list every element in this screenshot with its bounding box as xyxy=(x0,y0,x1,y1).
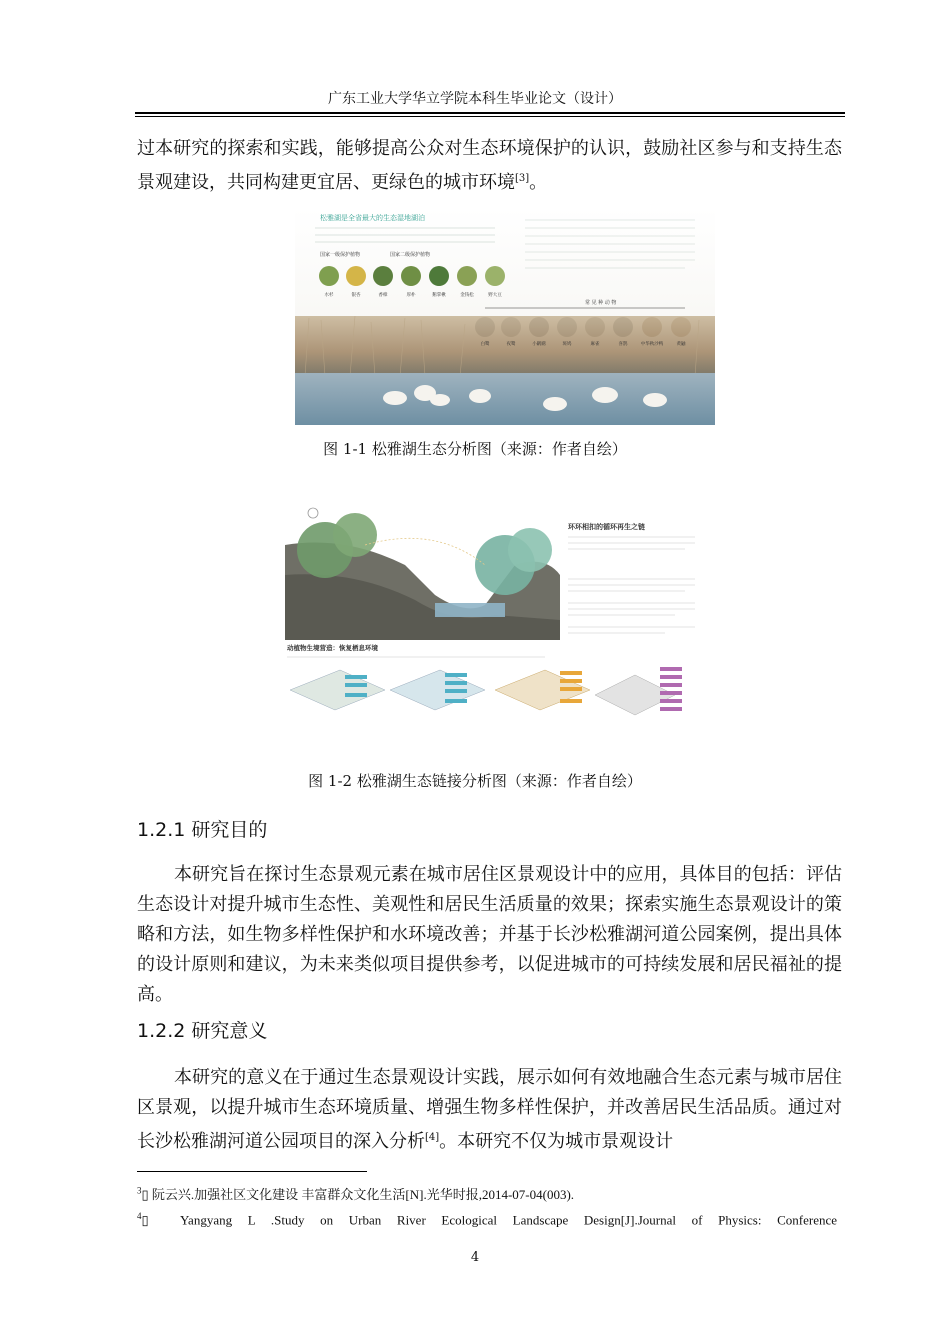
ecology-analysis-illustration xyxy=(295,208,715,425)
plant-label: 厚朴 xyxy=(406,293,416,298)
citation-ref[interactable]: [4] xyxy=(425,1132,440,1143)
plant-icon-7 xyxy=(485,266,505,286)
plant-group-1-label: 国家一级保护植物 xyxy=(320,252,361,258)
plant-label: 金钱松 xyxy=(460,293,474,298)
plant-label: 鹅掌楸 xyxy=(432,293,446,298)
running-header: 广东工业大学华立学院本科生毕业论文（设计） xyxy=(328,91,622,107)
plant-icon-1 xyxy=(319,266,339,286)
animal-label: 喜鹊 xyxy=(618,342,628,347)
plant-icon-5 xyxy=(429,266,449,286)
header-rule xyxy=(135,112,845,114)
figure1-heading: 松雅湖是全省最大的生态湿地湖泊 xyxy=(320,214,425,222)
animal-group-label: 常 见 种 动 物 xyxy=(585,300,617,306)
figure-2-caption: 图 1-2 松雅湖生态链接分析图（来源：作者自绘） xyxy=(308,772,642,790)
plant-icon-6 xyxy=(457,266,477,286)
plant-icon-2 xyxy=(346,266,366,286)
figure-1-image xyxy=(295,208,715,425)
animal-label: 中华秋沙鸭 xyxy=(640,342,664,347)
animal-label: 白鹭 xyxy=(480,342,490,347)
plant-label: 香樟 xyxy=(378,293,388,298)
footnote-4: $^4$▯ Yangyang L .Study on Urban River Ecological Landscape Design[J].Journal of Physics: Conference xyxy=(137,1211,838,1228)
footnote-separator xyxy=(137,1171,367,1172)
citation-ref[interactable]: [3] xyxy=(515,173,530,184)
page-number: 4 xyxy=(470,1250,480,1265)
section-heading-1-2-2: 1.2.2 研究意义 xyxy=(137,1020,268,1042)
section-1-2-1-paragraph: 本研究旨在探讨生态景观元素在城市居住区景观设计中的应用，具体目的包括：评估生态设计对提升城市生态性、美观性和居民生活质量的效果；探索实施生态景观设计的策略和方法，如生物多样性保护和水环境改善；并基于长沙松雅湖河道公园案例，提出具体的设计原则和建议，为未来类似项目提供参考，以促进城市的可持续发展和居民福祉的提高。 xyxy=(137,864,842,1005)
plant-group-2-label: 国家二级保护植物 xyxy=(390,252,431,258)
footnote-3: $^3$▯ 阮云兴.加强社区文化建设 丰富群众文化生活[N].光华时报,2014-07-04(003). xyxy=(137,1185,575,1202)
header-rule-thin xyxy=(135,116,845,117)
figure2-subtitle: 动植物生境营造：恢复栖息环境 xyxy=(287,644,378,652)
figure-2-image xyxy=(285,505,705,730)
animal-label: 麻雀 xyxy=(590,342,600,347)
section-heading-1-2-1: 1.2.1 研究目的 xyxy=(137,819,268,841)
animal-label: 小䴙䴘 xyxy=(532,342,546,347)
section-1-2-2-paragraph: 本研究的意义在于通过生态景观设计实践，展示如何有效地融合生态元素与城市居住区景观，以提升城市生态环境质量、增强生物多样性保护，并改善居民生活品质。通过对长沙松雅湖河道公园项目的深入分析[4]。本研究不仅为城市景观设计 xyxy=(137,1067,842,1152)
ecology-link-illustration xyxy=(285,505,705,730)
plant-label: 水杉 xyxy=(324,293,334,298)
animal-label: 黄鼬 xyxy=(676,342,686,347)
animal-label: 夜鹭 xyxy=(506,342,516,347)
figure-1-caption: 图 1-1 松雅湖生态分析图（来源：作者自绘） xyxy=(323,440,627,458)
plant-label: 银杏 xyxy=(351,293,361,298)
plant-icon-4 xyxy=(401,266,421,286)
figure2-title: 环环相扣的循环再生之链 xyxy=(568,523,645,531)
plant-label: 野大豆 xyxy=(488,293,502,298)
animal-label: 斑鸠 xyxy=(562,342,572,347)
intro-paragraph: 过本研究的探索和实践，能够提高公众对生态环境保护的认识，鼓励社区参与和支持生态景观建设，共同构建更宜居、更绿色的城市环境[3]。 xyxy=(137,138,842,193)
plant-icon-3 xyxy=(373,266,393,286)
